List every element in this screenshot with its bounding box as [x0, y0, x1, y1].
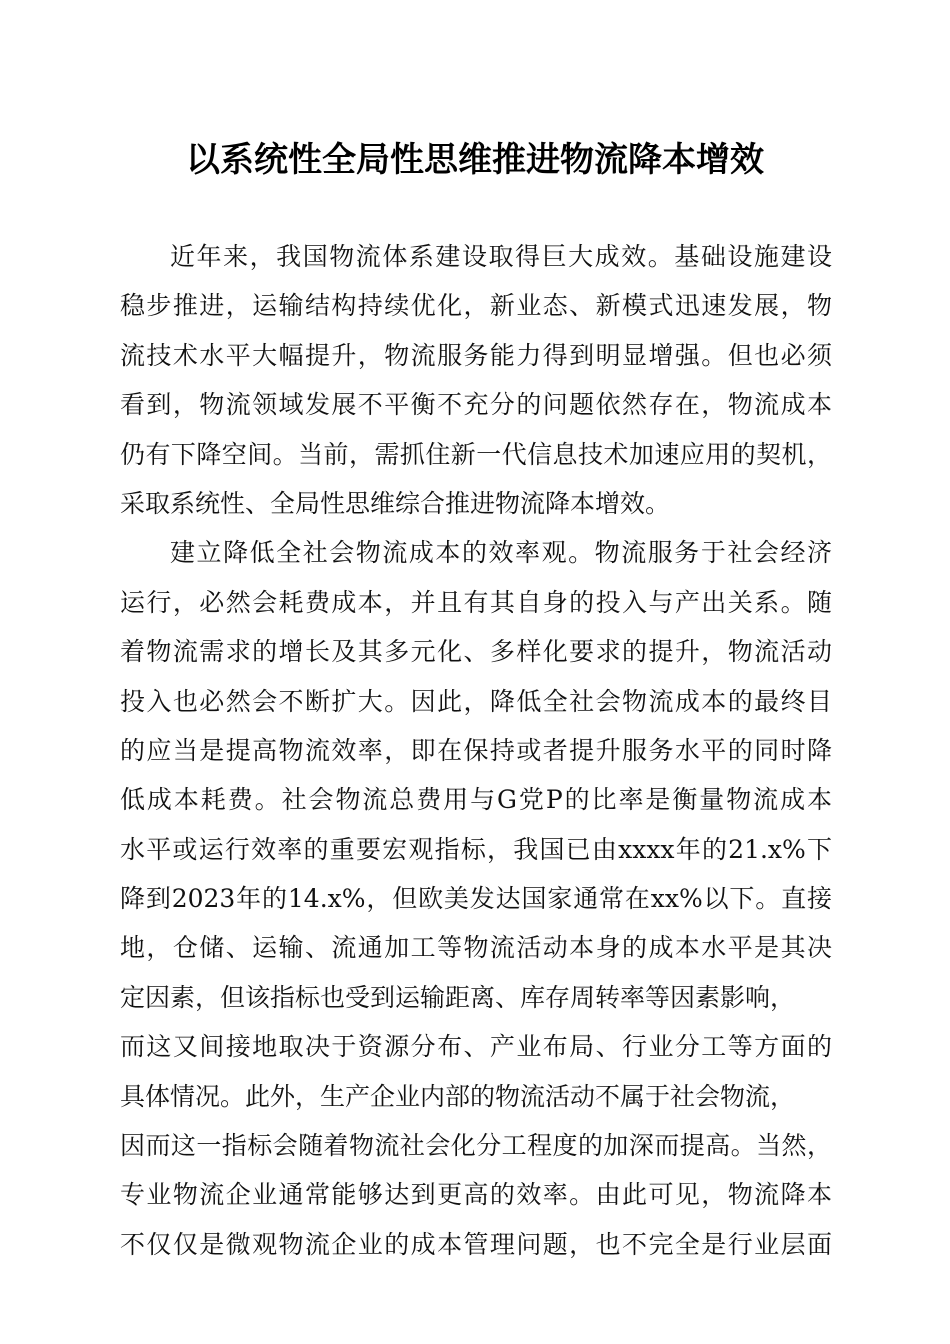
paragraph-2-line-11: 而这又间接地取决于资源分布、产业布局、行业分工等方面的	[120, 1032, 832, 1062]
paragraph-2-line-7: 水平或运行效率的重要宏观指标，我国已由xxxx年的21.x%下	[120, 834, 832, 864]
paragraph-1-line-1: 近年来，我国物流体系建设取得巨大成效。基础设施建设	[170, 242, 832, 271]
paragraph-1-line-5: 仍有下降空间。当前，需抓住新一代信息技术加速应用的契机，	[120, 439, 832, 469]
paragraph-1-line-3: 流技术水平大幅提升，物流服务能力得到明显增强。但也必须	[120, 340, 832, 370]
paragraph-2-line-9: 地，仓储、运输、流通加工等物流活动本身的成本水平是其决	[120, 933, 832, 963]
page-title: 以系统性全局性思维推进物流降本增效	[186, 140, 764, 180]
paragraph-2-line-4: 投入也必然会不断扩大。因此，降低全社会物流成本的最终目	[120, 686, 832, 716]
paragraph-2-line-5: 的应当是提高物流效率，即在保持或者提升服务水平的同时降	[120, 735, 832, 765]
paragraph-2-line-2: 运行，必然会耗费成本，并且有其自身的投入与产出关系。随	[120, 587, 832, 617]
paragraph-1-line-6: 采取系统性、全局性思维综合推进物流降本增效。	[120, 488, 671, 518]
paragraph-2-line-3: 着物流需求的增长及其多元化、多样化要求的提升，物流活动	[120, 637, 832, 667]
paragraph-2-line-6: 低成本耗费。社会物流总费用与G党P的比率是衡量物流成本	[120, 785, 832, 815]
paragraph-2-line-15: 不仅仅是微观物流企业的成本管理问题，也不完全是行业层面	[120, 1229, 832, 1259]
paragraph-2-line-13: 因而这一指标会随着物流社会化分工程度的加深而提高。当然，	[120, 1131, 832, 1161]
paragraph-2-line-8: 降到2023年的14.x%，但欧美发达国家通常在xx%以下。直接	[120, 884, 832, 914]
paragraph-2-line-14: 专业物流企业通常能够达到更高的效率。由此可见，物流降本	[120, 1180, 832, 1210]
paragraph-1-line-4: 看到，物流领域发展不平衡不充分的问题依然存在，物流成本	[120, 390, 832, 420]
paragraph-2-line-10: 定因素，但该指标也受到运输距离、库存周转率等因素影响，	[120, 982, 796, 1012]
paragraph-1-line-2: 稳步推进，运输结构持续优化，新业态、新模式迅速发展，物	[120, 291, 832, 321]
paragraph-2-line-12: 具体情况。此外，生产企业内部的物流活动不属于社会物流，	[120, 1081, 796, 1111]
article-body	[120, 232, 832, 1269]
paragraph-2-line-1: 建立降低全社会物流成本的效率观。物流服务于社会经济	[170, 538, 832, 568]
